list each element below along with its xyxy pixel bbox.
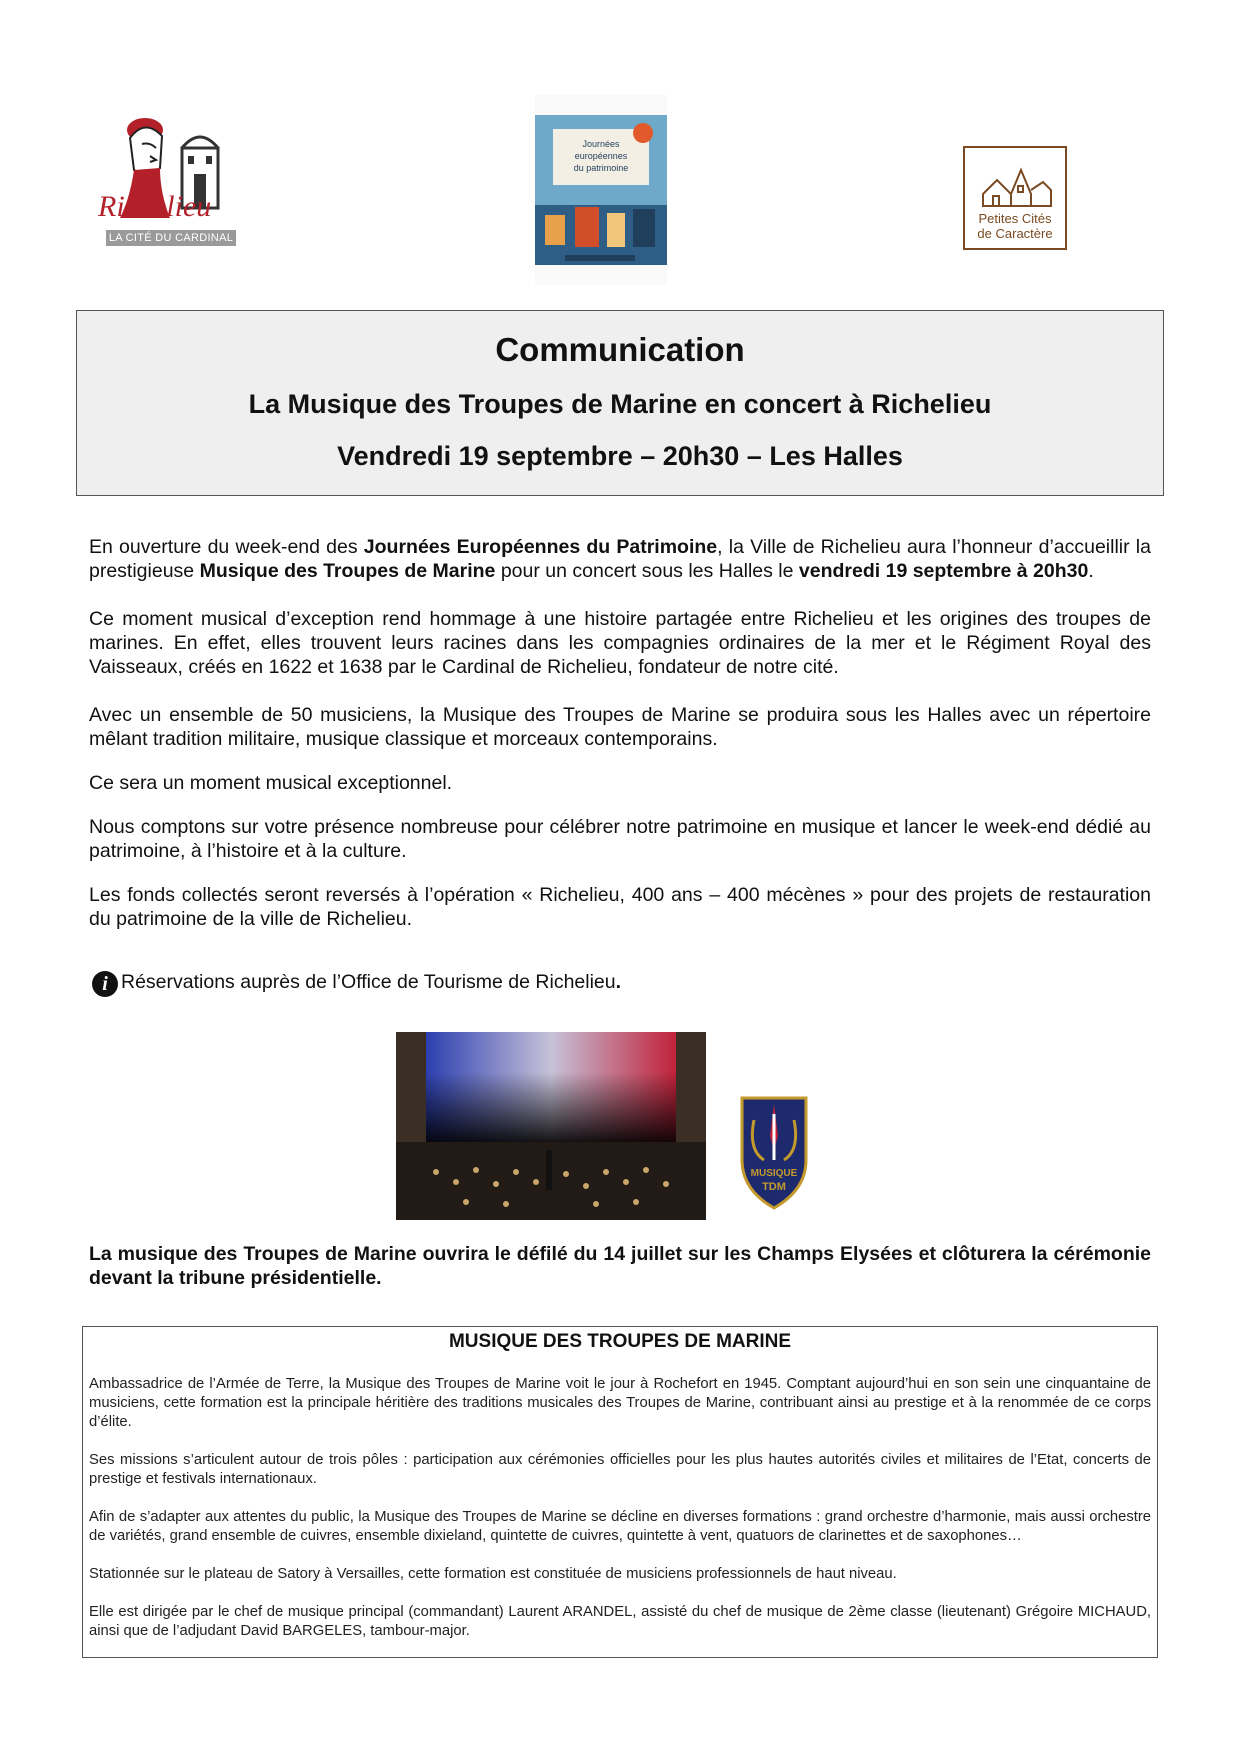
invitation-paragraph: Nous comptons sur votre présence nombreuse pour célébrer notre patrimoine en musique et lancer le week-end dédié au patrimoine, à l’histoire et à la culture. xyxy=(89,816,1151,862)
event-date-line: Vendredi 19 septembre – 20h30 – Les Halles xyxy=(337,441,903,471)
info-paragraph: Stationnée sur le plateau de Satory à Versailles, cette formation est constituée de musiciens professionnels de haut niveau. xyxy=(89,1566,897,1582)
title-box xyxy=(76,310,1164,496)
reservation-line: i Réservations auprès de l’Office de Tourisme de Richelieu. xyxy=(92,970,792,997)
pcc-line1: Petites Cités xyxy=(978,211,1052,226)
info-paragraph: Elle est dirigée par le chef de musique principal (commandant) Laurent ARANDEL, assisté du chef de musique de 2ème classe (lieutenant) Grégoire MICHAUD, ainsi que de l’adjudant David BARGELES, tambour-major. xyxy=(89,1604,1151,1639)
richelieu-logo xyxy=(90,108,240,253)
info-box xyxy=(82,1326,1158,1658)
richelieu-wordmark: Richelieu xyxy=(98,190,212,223)
badge-line2: TDM xyxy=(762,1181,786,1193)
page-subtitle: La Musique des Troupes de Marine en concert à Richelieu xyxy=(248,389,992,419)
info-paragraph: Ambassadrice de l’Armée de Terre, la Musique des Troupes de Marine voit le jour à Rochefort en 1945. Comptant aujourd’hui en son sein une cinquantaine de musiciens, cette formation est la principale héritière des traditions musicales des Troupes de Marine, contribuant ainsi au prestige et à la renommée de ce corps d’élite. xyxy=(89,1376,1151,1430)
intro-paragraph: En ouverture du week-end des Journées Européennes du Patrimoine, la Ville de Richelieu aura l’honneur d’accueillir la prestigieuse Musique des Troupes de Marine pour un concert sous les Halles le vendredi 19 septembre à 20h30. xyxy=(89,536,1151,582)
info-box-heading: MUSIQUE DES TROUPES DE MARINE xyxy=(448,1331,792,1352)
jep-poster xyxy=(535,95,667,285)
richelieu-tagline: LA CITÉ DU CARDINAL xyxy=(106,230,236,246)
page-title: Communication xyxy=(495,331,745,368)
jep-title-line2: européennes xyxy=(574,151,628,161)
badge-line1: MUSIQUE xyxy=(750,1168,798,1179)
body-text xyxy=(89,535,1151,951)
pcc-line2: de Caractère xyxy=(977,226,1053,241)
ensemble-paragraph: Avec un ensemble de 50 musiciens, la Musique des Troupes de Marine se produira sous les Halles avec un répertoire mêlant tradition militaire, musique classique et morceaux contemporains. xyxy=(89,704,1151,750)
reservation-text: Réservations auprès de l’Office de Tourisme de Richelieu xyxy=(121,971,616,993)
funds-paragraph: Les fonds collectés seront reversés à l’opération « Richelieu, 400 ans – 400 mécènes » pour des projets de restauration du patrimoine de la ville de Richelieu. xyxy=(89,884,1151,930)
closing-statement: La musique des Troupes de Marine ouvrira le défilé du 14 juillet sur les Champs Elysées et clôturera la cérémonie devant la tribune présidentielle. xyxy=(89,1243,1151,1289)
info-paragraph: Afin de s’adapter aux attentes du public, la Musique des Troupes de Marine se décline en diverses formations : grand orchestre d’harmonie, mais aussi orchestre de variétés, grand ensemble de cuivres, ensemble dixieland, quintette de cuivres, quintette à vent, quatuors de clarinettes et de saxophones… xyxy=(89,1509,1151,1544)
exceptional-paragraph: Ce sera un moment musical exceptionnel. xyxy=(89,772,453,794)
history-paragraph: Ce moment musical d’exception rend hommage à une histoire partagée entre Richelieu et les origines des troupes de marines. En effet, elles trouvent leurs racines dans les compagnies ordinaires de la mer et le Régiment Royal des Vaisseaux, créés en 1622 et 1638 par le Cardinal de Richelieu, fondateur de notre cité. xyxy=(89,608,1151,678)
concert-photo xyxy=(396,1032,706,1220)
jep-title-line3: du patrimoine xyxy=(573,163,629,173)
tdm-badge xyxy=(738,1090,810,1212)
info-icon: i xyxy=(92,971,118,997)
jep-title-line1: Journées xyxy=(582,139,620,149)
info-paragraph: Ses missions s’articulent autour de trois pôles : participation aux cérémonies officielles pour les plus hautes autorités civiles et militaires de l’Etat, concerts de prestige et festivals internationaux. xyxy=(89,1452,1151,1487)
petites-cites-logo xyxy=(963,146,1067,250)
